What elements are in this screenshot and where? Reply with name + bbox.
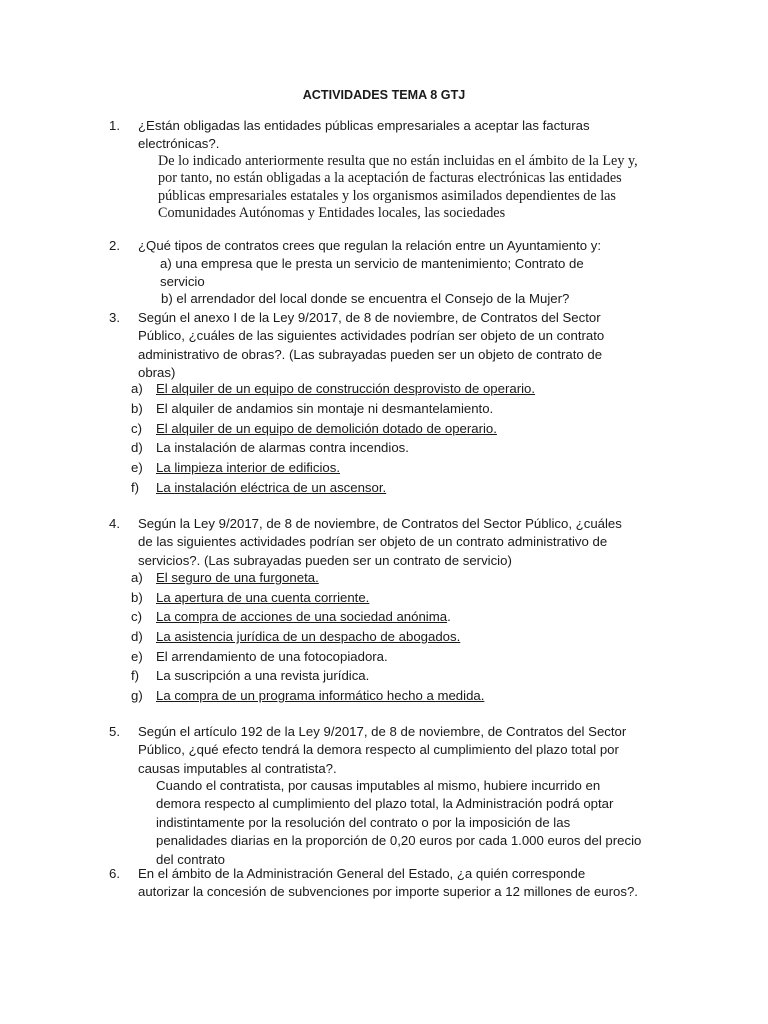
list-item: d) La asistencia jurídica de un despacho de abogados. — [131, 629, 461, 644]
question-text: Según la Ley 9/2017, de 8 de noviembre, de Contratos del Sector Público, ¿cuáles de las siguientes actividades podrían ser objeto de un contrato administrativo de servicios?. (Las subrayadas pueden ser un contrato de servicio) — [138, 516, 622, 568]
list-item: a) El alquiler de un equipo de construcción desprovisto de operario. — [131, 381, 536, 396]
question-number: 3. — [109, 310, 120, 325]
question-text: Según el artículo 192 de la Ley 9/2017, de 8 de noviembre, de Contratos del Sector Público, ¿qué efecto tendrá la demora respecto al cumplimiento del plazo total por causas imputables al contratista?. — [138, 724, 627, 776]
list-item: f) La suscripción a una revista jurídica. — [131, 668, 370, 683]
list-item: b) La apertura de una cuenta corriente. — [131, 590, 370, 605]
question-text: En el ámbito de la Administración General del Estado, ¿a quién corresponde autorizar la concesión de subvenciones por importe superior a 12 millones de euros?. — [138, 866, 638, 900]
list-item: b) El alquiler de andamios sin montaje ni desmantelamiento. — [131, 401, 494, 416]
list-item: g) La compra de un programa informático hecho a medida. — [131, 688, 485, 703]
list-item: d) La instalación de alarmas contra incendios. — [131, 440, 409, 455]
list-item: c) El alquiler de un equipo de demolición dotado de operario. — [131, 421, 497, 436]
list-item: f) La instalación eléctrica de un ascensor. — [131, 480, 387, 495]
answer-text: Cuando el contratista, por causas imputables al mismo, hubiere incurrido en demora respecto al cumplimiento del plazo total, la Administración podrá optar indistintamente por la resolución del contrato o por la imposición de las penalidades diarias en la proporción de 0,20 euros por cada 1.000 euros del precio del contrato — [156, 778, 642, 867]
question-number: 1. — [109, 118, 120, 133]
list-item: c) La compra de acciones de una sociedad anónima. — [131, 609, 451, 624]
list-item: e) La limpieza interior de edificios. — [131, 460, 340, 475]
question-text: Según el anexo I de la Ley 9/2017, de 8 de noviembre, de Contratos del Sector Público, ¿cuáles de las siguientes actividades podrían ser objeto de un contrato administrativo de obras?. (Las subrayadas pueden ser un objeto de contrato de obras) — [138, 310, 605, 381]
question-number: 2. — [109, 238, 120, 253]
answer-b: b) el arrendador del local donde se encuentra el Consejo de la Mujer? — [161, 291, 570, 306]
question-number: 4. — [109, 516, 120, 531]
question-text: ¿Están obligadas las entidades públicas empresariales a aceptar las facturas electrónicas?. — [138, 118, 590, 152]
question-text: ¿Qué tipos de contratos crees que regulan la relación entre un Ayuntamiento y: — [138, 238, 602, 253]
answer-a: a) una empresa que le presta un servicio de mantenimiento; Contrato de servicio — [160, 256, 584, 290]
list-item: e) El arrendamiento de una fotocopiadora. — [131, 649, 388, 664]
answer-text: De lo indicado anteriormente resulta que no están incluidas en el ámbito de la Ley y, por tanto, no están obligadas a la aceptación de facturas electrónicas las entidades públicas empresariales estatales y los organismos asimilados dependientes de las Comunidades Autónomas y Entidades locales, las sociedades — [158, 153, 638, 222]
page-title: ACTIVIDADES TEMA 8 GTJ — [302, 88, 466, 102]
list-item: a) El seguro de una furgoneta. — [131, 570, 319, 585]
question-number: 6. — [109, 866, 120, 881]
question-number: 5. — [109, 724, 120, 739]
